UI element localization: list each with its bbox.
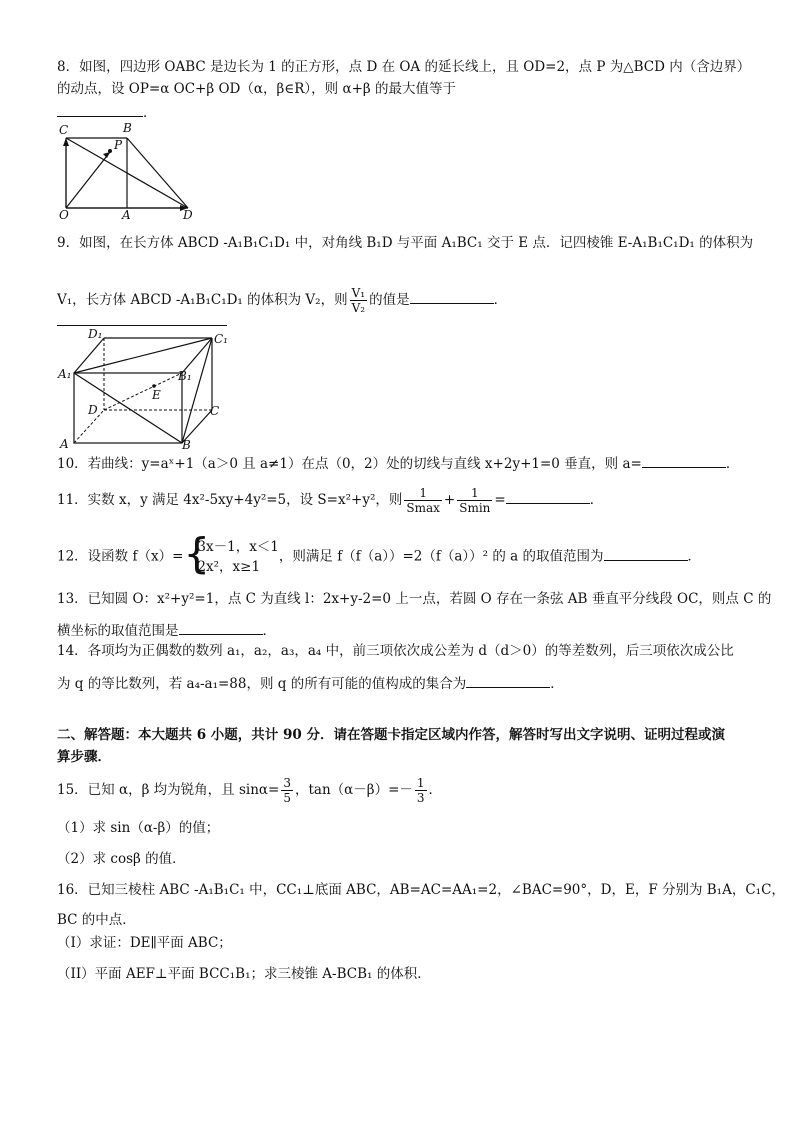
q9-frac-num: V₁: [351, 286, 366, 300]
q11-frac1-num: 1: [404, 486, 442, 501]
q15-fraction-2: [415, 776, 427, 805]
q8-label-C: C: [59, 123, 69, 137]
q15-frac1-den: 5: [283, 791, 291, 805]
q16-part2: （II）平面 AEF⊥平面 BCC₁B₁；求三棱锥 A-BCB₁ 的体积．: [57, 966, 431, 982]
q16-line2: BC 的中点．: [57, 912, 136, 928]
q8-label-A: A: [122, 208, 131, 220]
q9-label-C: C: [210, 404, 220, 418]
q13-end: ．: [262, 623, 276, 639]
q15-line: [57, 776, 442, 805]
q8-line2: 的动点，设 OP=α OC+β OD（α，β∈R），则 α+β 的最大值等于: [57, 81, 457, 97]
q12-end: ．: [687, 548, 702, 565]
section2-heading-line1: 二、解答题：本大题共 6 小题，共计 90 分．请在答题卡指定区域内作答，解答时写出文字说明、证明过程或演: [57, 727, 725, 743]
q11-plus: +: [443, 492, 456, 508]
q15-frac2-num: 1: [416, 776, 425, 790]
q9-label-B1: B₁: [178, 369, 192, 383]
q12-text: 12．设函数 f（x）=: [57, 548, 184, 565]
q9-frac-den: V₂: [351, 301, 366, 315]
q9-answer-blank: [410, 289, 494, 304]
q11-fraction-1: [404, 486, 442, 515]
q11-frac2-num: 1: [457, 486, 492, 501]
q12-case-2: 2x²，x≥1: [197, 559, 261, 575]
q9-label-D1: D₁: [88, 327, 103, 341]
q15-fraction-1: [281, 776, 293, 805]
q10-answer-blank: [642, 453, 726, 468]
q8-label-O: O: [59, 208, 69, 220]
q11-equals: =: [494, 492, 506, 508]
q12-piecewise: [183, 529, 279, 578]
q13-line2: [57, 620, 276, 640]
q16-line1: 16．已知三棱柱 ABC -A₁B₁C₁ 中，CC₁⊥底面 ABC，AB=AC=AA₁=2，∠BAC=90°，D，E，F 分别为 B₁A，C₁C，: [57, 882, 785, 898]
q11-line: [57, 486, 603, 515]
q11-text: 11．实数 x，y 满足 4x²-5xy+4y²=5，设 S=x²+y²，则: [57, 492, 403, 508]
q8-label-D: D: [183, 208, 193, 220]
q8-answer-line: [57, 102, 157, 122]
q13-line2-text: 横坐标的取值范围是: [57, 623, 179, 639]
q12-line: [57, 529, 702, 578]
q8-end: ．: [143, 105, 157, 121]
q9-label-B: B: [182, 438, 191, 450]
q11-answer-blank: [506, 489, 590, 504]
q9-line2-text: V₁，长方体 ABCD -A₁B₁C₁D₁ 的体积为 V₂，则: [57, 292, 348, 308]
q8-label-P: P: [114, 138, 123, 152]
q9-label-D: D: [88, 403, 98, 417]
q14-line2-text: 为 q 的等比数列，若 a₄-a₁=88，则 q 的所有可能的值构成的集合为: [57, 676, 467, 692]
q10-text: 10．若曲线：y=aˣ+1（a＞0 且 a≠1）在点（0，2）处的切线与直线 x+2y+1=0 垂直，则 a=: [57, 456, 642, 472]
q12-text-tail: ，则满足 f（f（a））=2（f（a））² 的 a 的取值范围为: [278, 548, 604, 565]
q8-figure: [56, 120, 201, 220]
q9-label-E: E: [152, 388, 161, 402]
q9-label-A1: A₁: [58, 367, 72, 381]
q14-answer-blank: [466, 673, 550, 688]
q14-end: ．: [550, 676, 564, 692]
q15-frac2-den: 3: [416, 791, 425, 805]
q8-label-B: B: [123, 121, 132, 135]
q14-line1: 14．各项均为正偶数的数列 a₁，a₂，a₃，a₄ 中，前三项依次成公差为 d（d＞0）的等差数列，后三项依次成公比: [57, 643, 734, 659]
q9-figure: [56, 326, 236, 450]
q9-end: ．: [493, 292, 508, 308]
q15-part2: （2）求 cosβ 的值．: [57, 851, 186, 867]
q13-line1: 13．已知圆 O：x²+y²=1，点 C 为直线 l：2x+y-2=0 上一点，若圆 O 存在一条弦 AB 垂直平分线段 OC，则点 C 的: [57, 591, 772, 607]
q10-line: [57, 453, 739, 473]
q12-brace: {: [183, 529, 211, 578]
section2-heading-line2: 算步骤．: [57, 749, 111, 765]
q8-line1: 8．如图，四边形 OABC 是边长为 1 的正方形，点 D 在 OA 的延长线上，且 OD=2，点 P 为△BCD 内（含边界）: [57, 59, 751, 75]
q8-answer-blank: [57, 102, 143, 117]
q11-fraction-2: [457, 486, 492, 515]
q15-frac1-num: 3: [283, 776, 291, 790]
q12-answer-blank: [604, 546, 688, 561]
q9-line1: 9．如图，在长方体 ABCD -A₁B₁C₁D₁ 中，对角线 B₁D 与平面 A₁BC₁ 交于 E 点．记四棱锥 E-A₁B₁C₁D₁ 的体积为: [57, 235, 754, 251]
q10-end: ．: [725, 456, 740, 472]
q11-end: ．: [589, 492, 604, 508]
q12-case-1: 3x－1，x＜1: [197, 539, 279, 555]
q9-line2: [57, 286, 507, 315]
q9-line2-tail: 的值是: [369, 292, 410, 308]
q11-frac1-den: Smax: [406, 501, 440, 515]
q15-part1: （1）求 sin（α-β）的值；: [57, 820, 220, 836]
q9-label-A: A: [60, 437, 69, 450]
q13-answer-blank: [179, 620, 263, 635]
q14-line2: [57, 673, 564, 693]
q9-label-C1: C₁: [214, 332, 228, 346]
q16-part1: （I）求证：DE∥平面 ABC；: [57, 935, 232, 951]
q9-fraction: [350, 286, 367, 315]
q15-end: ．: [428, 782, 443, 798]
q15-text: 15．已知 α，β 均为锐角，且 sinα=: [57, 782, 280, 798]
q15-text-mid: ，tan（α－β）=－: [294, 782, 413, 798]
q11-frac2-den: Smin: [459, 501, 491, 515]
